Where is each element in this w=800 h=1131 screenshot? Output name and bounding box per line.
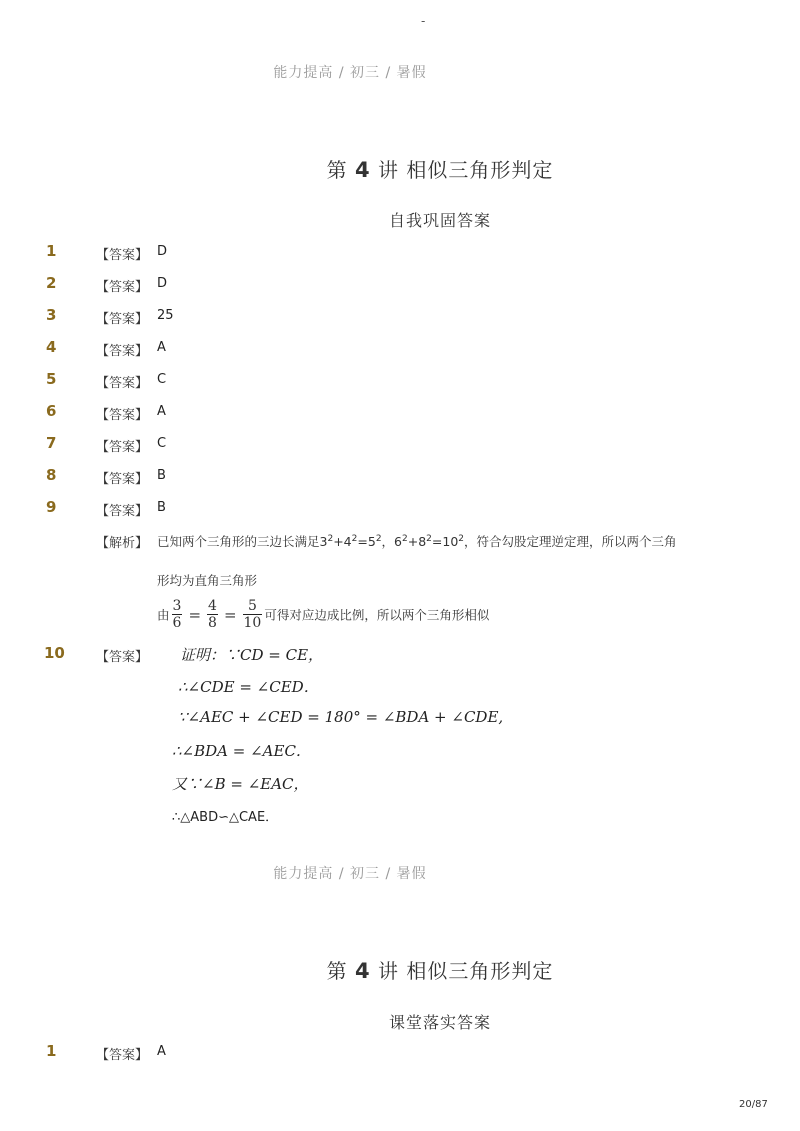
answer-value: A bbox=[157, 404, 166, 419]
fraction-numerator: 5 bbox=[243, 598, 263, 615]
lesson-number: 4 bbox=[355, 158, 371, 182]
answer-value: C bbox=[157, 372, 167, 387]
section-title-self-consolidation: 自我巩固答案 bbox=[388, 211, 491, 230]
fraction-denominator: 10 bbox=[243, 615, 262, 631]
analysis-line-3: 由 $\frac{3}{6}$ = $\frac{4}{8}$ = $\frac{5}{10}$ 可得对应边成比例，所以两个三角形相似 bbox=[157, 598, 490, 631]
answer-value: D bbox=[157, 244, 168, 259]
page-top-mark: - bbox=[421, 14, 426, 28]
answer-tag: 【答案】 bbox=[96, 312, 149, 327]
answer-value: A bbox=[157, 1044, 166, 1059]
lesson-title-suffix: 讲 相似三角形判定 bbox=[377, 158, 554, 182]
exponent: 2 bbox=[327, 533, 334, 544]
question-number: 10 bbox=[44, 644, 65, 662]
answer-tag: 【答案】 bbox=[96, 650, 149, 665]
answer-value: A bbox=[157, 340, 166, 355]
answer-tag: 【答案】 bbox=[96, 408, 149, 423]
answer-value: B bbox=[157, 500, 166, 515]
answer-value: 25 bbox=[157, 308, 174, 323]
analysis-text: ，符合勾股定理逆定理，所以两个三角 bbox=[464, 534, 677, 549]
proof-line-3: ∵∠AEC + ∠CED = 180° = ∠BDA + ∠CDE, bbox=[178, 708, 504, 726]
proof-line-2: ∴∠CDE = ∠CED． bbox=[178, 678, 319, 696]
exponent: 2 bbox=[375, 533, 382, 544]
question-number: 4 bbox=[46, 338, 57, 356]
analysis-text: 已知两个三角形的三边长满足3 bbox=[157, 534, 328, 549]
answer-tag: 【答案】 bbox=[96, 248, 149, 263]
answer-tag: 【答案】 bbox=[96, 472, 149, 487]
lesson-title-suffix: 讲 相似三角形判定 bbox=[377, 959, 554, 983]
fraction-numerator: 3 bbox=[172, 598, 182, 614]
proof-line-4: ∴∠BDA = ∠AEC． bbox=[172, 742, 311, 760]
exponent: 2 bbox=[426, 533, 432, 544]
lesson-title bbox=[0, 154, 800, 183]
answer-value: C bbox=[157, 436, 167, 451]
question-number: 1 bbox=[46, 1042, 57, 1060]
course-label: 能力提高 / 初三 / 暑假 bbox=[273, 866, 427, 882]
answer-tag: 【答案】 bbox=[96, 376, 149, 391]
exponent: 2 bbox=[458, 533, 465, 544]
fraction-denominator: 6 bbox=[172, 615, 182, 631]
analysis-text: =10 bbox=[431, 534, 459, 549]
question-number: 8 bbox=[46, 466, 57, 484]
answer-tag: 【答案】 bbox=[96, 344, 149, 359]
lesson-title-prefix: 第 bbox=[326, 158, 348, 182]
fraction bbox=[207, 598, 218, 631]
answer-value: D bbox=[157, 276, 168, 291]
proof-line-1: 证明：∵CD = CE， bbox=[180, 646, 324, 664]
question-number: 1 bbox=[46, 242, 57, 260]
question-number: 6 bbox=[46, 402, 57, 420]
analysis-text: 由 bbox=[157, 607, 170, 623]
fraction bbox=[172, 598, 183, 631]
exponent: 2 bbox=[402, 533, 408, 544]
lesson-title-prefix: 第 bbox=[326, 959, 348, 983]
page-number: 20/87 bbox=[739, 1099, 768, 1110]
question-number: 2 bbox=[46, 274, 57, 292]
section-title-classroom: 课堂落实答案 bbox=[388, 1013, 491, 1032]
fraction bbox=[243, 598, 263, 631]
question-number: 5 bbox=[46, 370, 57, 388]
analysis-text: 可得对应边成比例，所以两个三角形相似 bbox=[264, 607, 490, 623]
question-number: 7 bbox=[46, 434, 57, 452]
analysis-text: +4 bbox=[333, 534, 352, 549]
analysis-tag: 【解析】 bbox=[96, 536, 149, 551]
analysis-text: =5 bbox=[357, 534, 376, 549]
answer-tag: 【答案】 bbox=[96, 504, 149, 519]
analysis-line-2: 形均为直角三角形 bbox=[157, 573, 258, 588]
question-number: 3 bbox=[46, 306, 57, 324]
analysis-text: ，6 bbox=[381, 534, 402, 549]
exponent: 2 bbox=[351, 533, 358, 544]
analysis-line-1 bbox=[157, 532, 677, 550]
answer-value: B bbox=[157, 468, 166, 483]
lesson-number: 4 bbox=[355, 959, 371, 983]
fraction-numerator: 4 bbox=[208, 598, 217, 614]
course-label: 能力提高 / 初三 / 暑假 bbox=[273, 65, 427, 81]
answer-tag: 【答案】 bbox=[96, 440, 149, 455]
answer-tag: 【答案】 bbox=[96, 280, 149, 295]
analysis-text: +8 bbox=[407, 534, 427, 549]
question-number: 9 bbox=[46, 498, 57, 516]
lesson-title bbox=[0, 955, 800, 984]
proof-line-6: ∴△ABD∽△CAE． bbox=[172, 810, 279, 825]
proof-line-5: 又∵∠B = ∠EAC， bbox=[172, 775, 309, 793]
answer-tag: 【答案】 bbox=[96, 1048, 149, 1063]
fraction-denominator: 8 bbox=[208, 615, 217, 631]
